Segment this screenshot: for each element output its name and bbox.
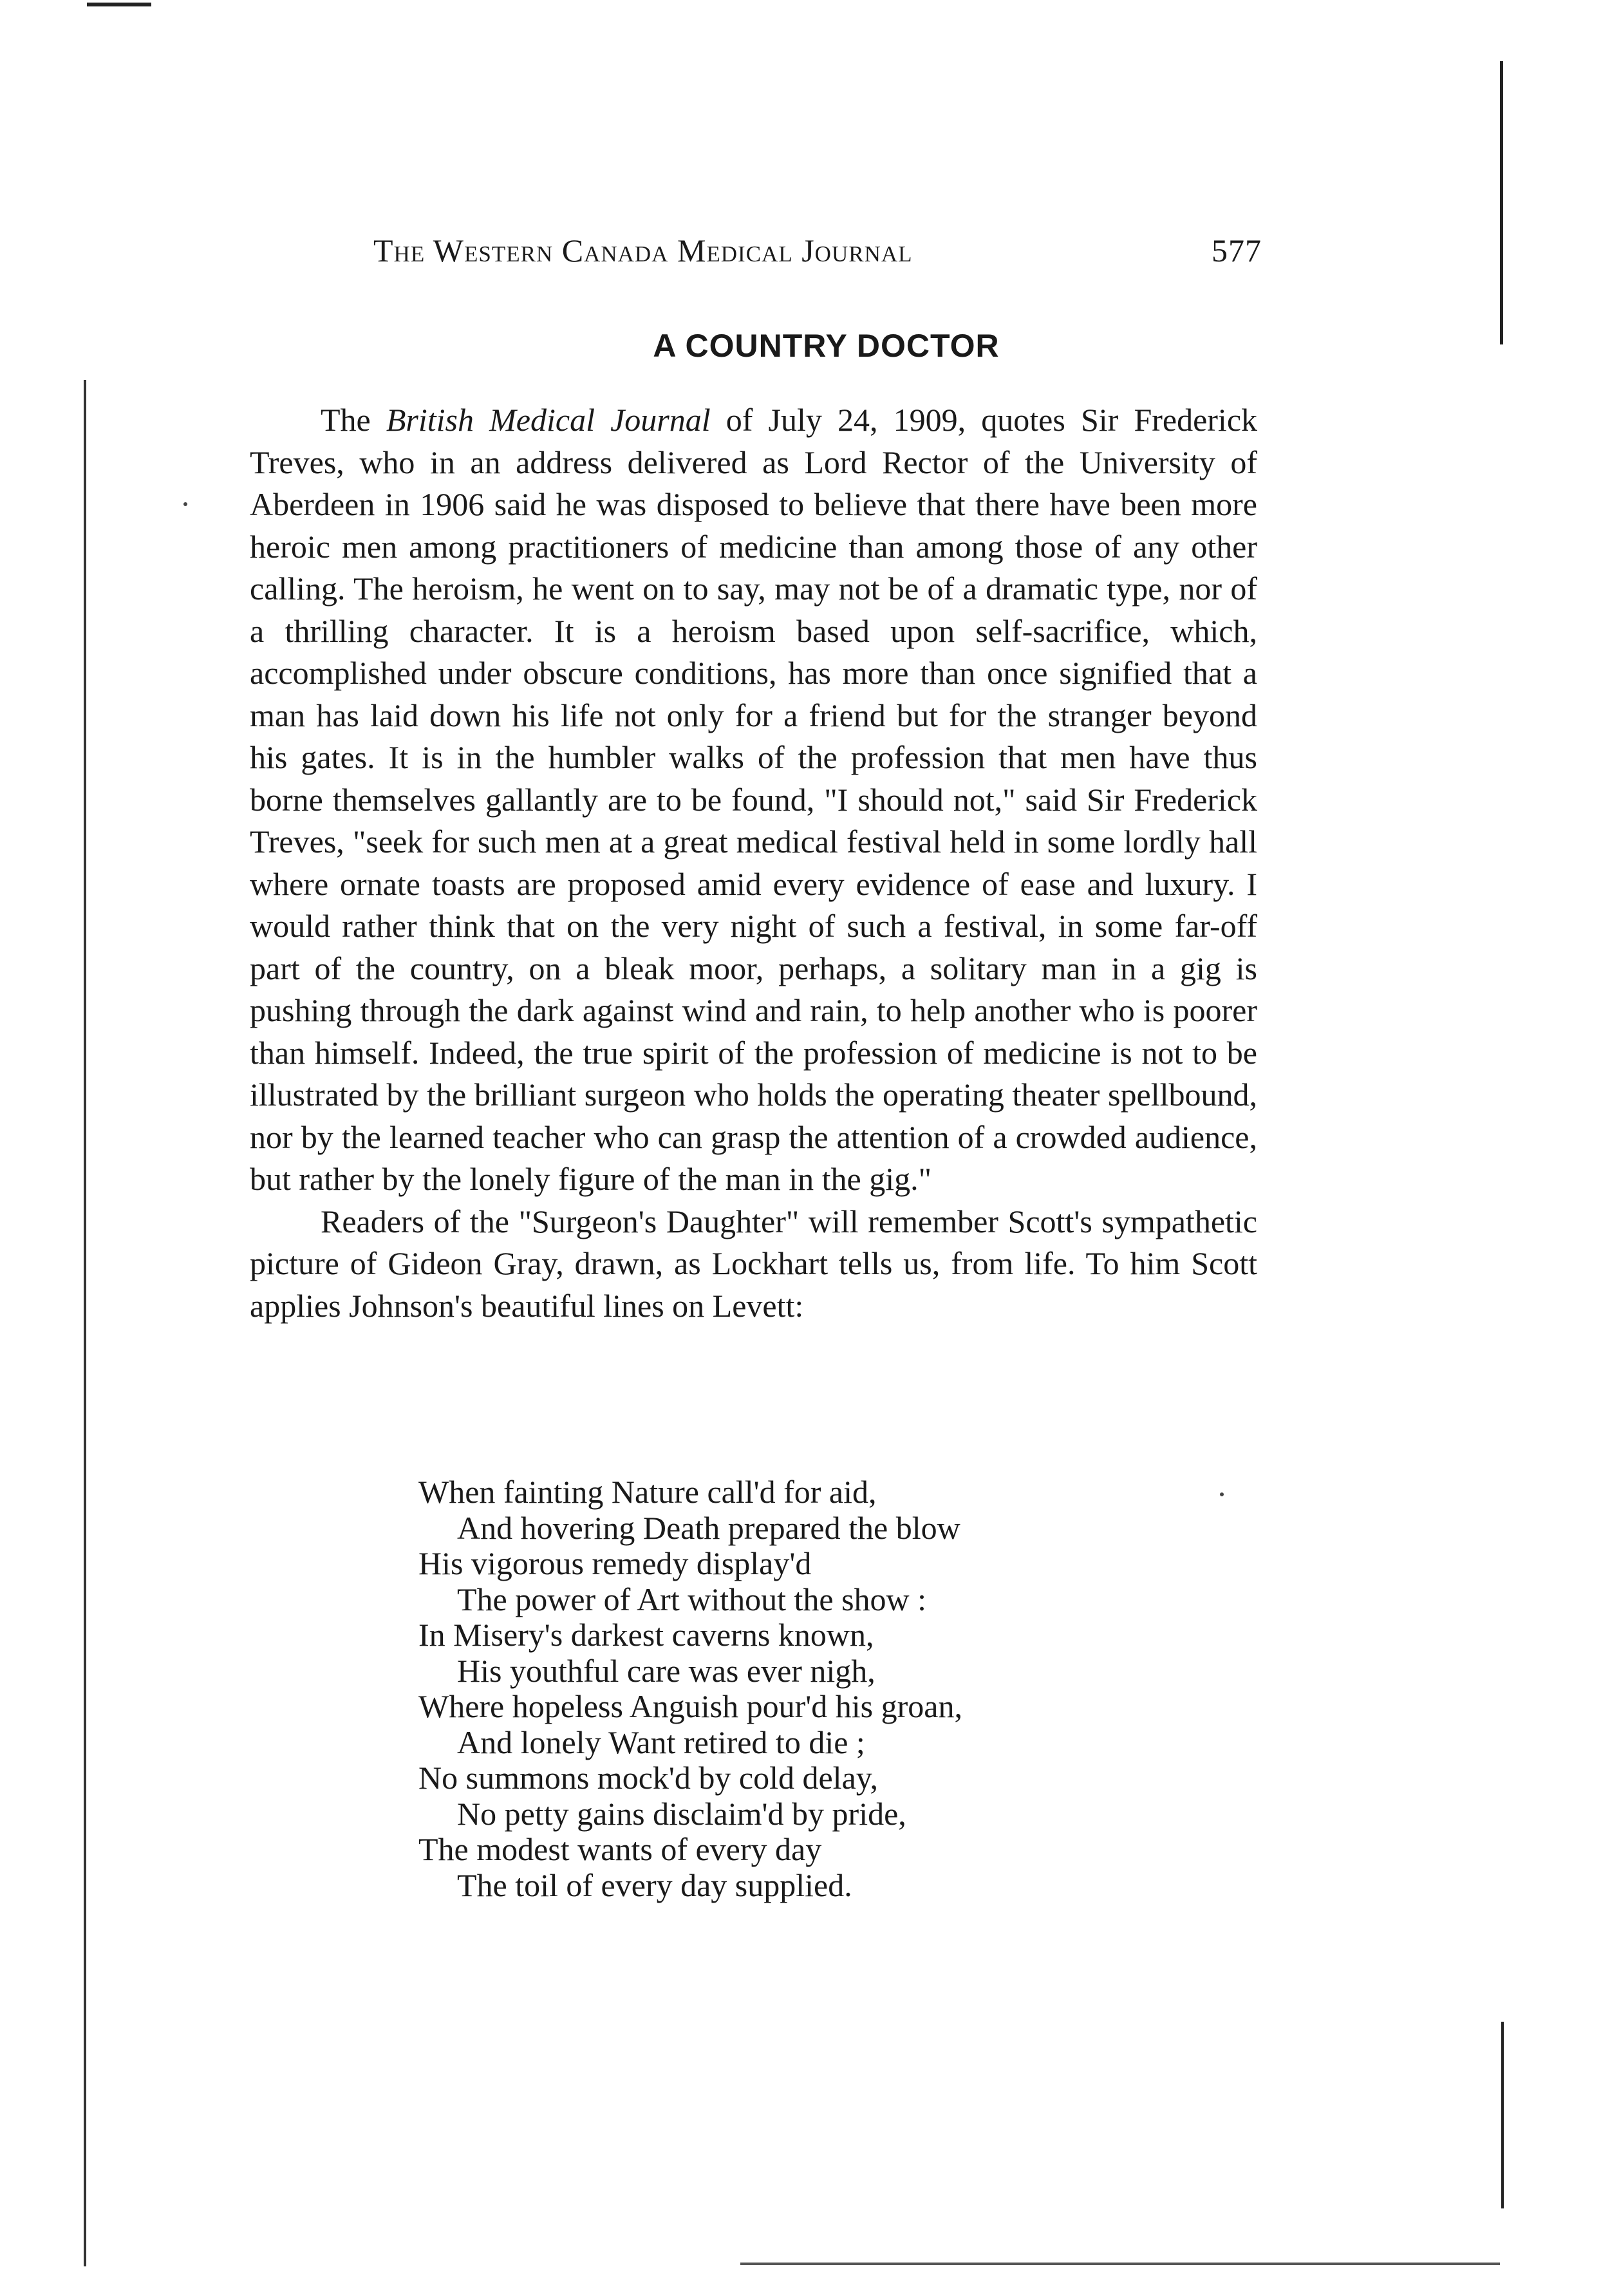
scan-mark xyxy=(87,3,151,6)
poem-line: When fainting Nature call'd for aid, xyxy=(418,1474,877,1510)
paragraph xyxy=(250,399,1257,1201)
scan-speck xyxy=(183,502,187,506)
poem xyxy=(418,1474,962,1903)
scan-edge-line xyxy=(740,2263,1500,2265)
scan-edge-line xyxy=(1500,61,1503,344)
article-title: A COUNTRY DOCTOR xyxy=(653,328,1000,364)
poem-line: In Misery's darkest caverns known, xyxy=(418,1617,874,1653)
journal-name: The Western Canada Medical Journal xyxy=(373,232,913,268)
paragraph-text: The xyxy=(321,402,386,438)
poem-line: And hovering Death prepared the blow xyxy=(457,1509,960,1546)
running-header xyxy=(373,232,1262,269)
scan-edge-line xyxy=(1501,2022,1504,2208)
scan-edge-line xyxy=(84,380,86,2266)
poem-line: His vigorous remedy display'd xyxy=(418,1545,812,1581)
article-body xyxy=(250,399,1257,1327)
page-number: 577 xyxy=(1212,232,1262,268)
poem-line: And lonely Want retired to die ; xyxy=(457,1724,865,1760)
scan-speck xyxy=(1220,1492,1224,1496)
poem-line: The modest wants of every day xyxy=(418,1831,822,1867)
poem-line: His youthful care was ever nigh, xyxy=(457,1652,875,1689)
paragraph-text: of July 24, 1909, quotes Sir Frederick Treves, who in an address delivered as Lord Rector of the University of Aberdeen in 1906 said he was disposed to believe that there have been more heroic men among practitioners of medicine than among those of any other calling. The heroism, he went on to say, may not be of a dramatic type, nor of a thrilling character. It is a heroism based upon self-sacrifice, which, accomplished under obscure conditions, has more than once signified that a man has laid down his life not only for a friend but for the stranger beyond his gates. It is in the humbler walks of the profession that men have thus borne themselves gallantly are to be found, "I should not," said Sir Frederick Treves, "seek for such men at a great medical festival held in some lordly hall where ornate toasts are proposed amid every evidence of ease and luxury. I would rather think that on the very night of such a festival, in some far-off part of the country, on a bleak moor, perhaps, a solitary man in a gig is pushing through the dark against wind and rain, to help another who is poorer than himself. Indeed, the true spirit of the profession of medicine is not to be illustrated by the brilliant surgeon who holds the operating theater spellbound, nor by the learned teacher who can grasp the attention of a crowded audience, but rather by the lonely figure of the man in the gig." xyxy=(250,402,1258,1197)
journal-citation: British Medical Journal xyxy=(386,402,711,438)
poem-line: The power of Art without the show : xyxy=(457,1581,927,1617)
poem-line: Where hopeless Anguish pour'd his groan, xyxy=(418,1688,962,1724)
poem-line: No petty gains disclaim'd by pride, xyxy=(457,1795,906,1832)
poem-line: The toil of every day supplied. xyxy=(457,1867,852,1903)
paragraph: Readers of the "Surgeon's Daughter" will remember Scott's sympathetic picture of Gideon Gray, drawn, as Lockhart tells us, from life. To him Scott applies Johnson's beautiful lines on Levett: xyxy=(250,1203,1257,1324)
poem-line: No summons mock'd by cold delay, xyxy=(418,1760,879,1796)
